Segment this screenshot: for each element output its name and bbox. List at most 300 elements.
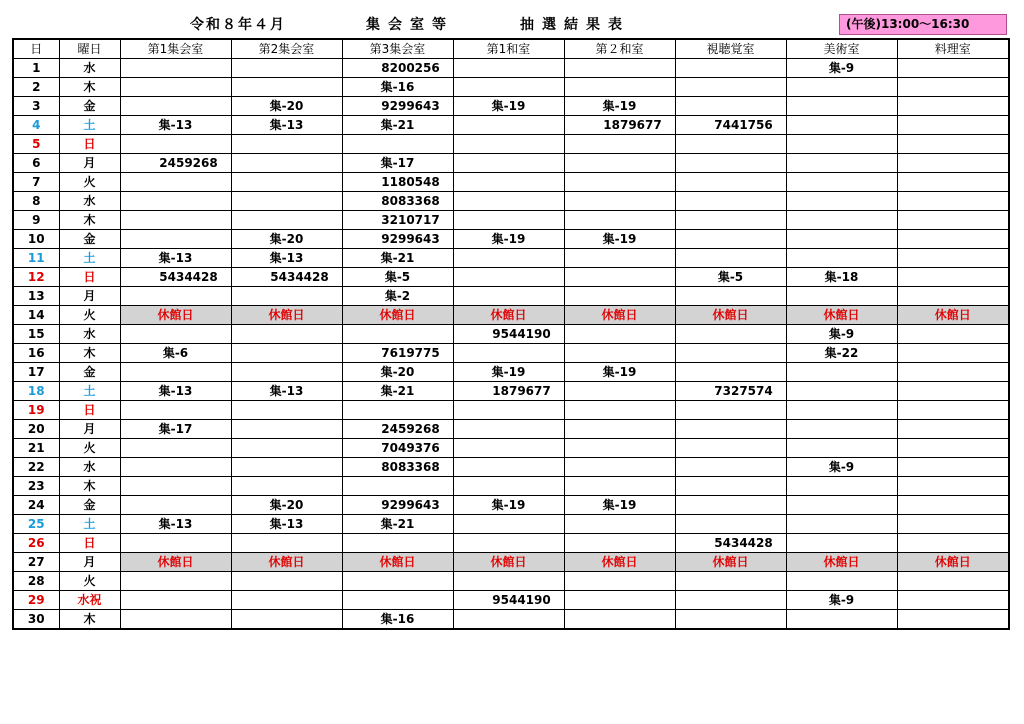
table-row (13, 78, 1009, 97)
weekday-cell: 日 (59, 135, 120, 154)
result-cell (786, 439, 897, 458)
weekday-cell: 火 (59, 439, 120, 458)
result-cell (897, 249, 1009, 268)
result-cell (231, 439, 342, 458)
result-cell (897, 458, 1009, 477)
result-cell (120, 97, 231, 116)
result-cell: 集-19 (453, 97, 564, 116)
result-cell (786, 211, 897, 230)
result-cell (897, 420, 1009, 439)
weekday-cell: 火 (59, 306, 120, 325)
result-cell (453, 59, 564, 78)
result-cell (897, 192, 1009, 211)
result-cell: 集-19 (564, 363, 675, 382)
result-cell: 2459268 (342, 420, 453, 439)
result-cell (564, 477, 675, 496)
day-cell: 27 (13, 553, 59, 572)
result-cell (453, 173, 564, 192)
result-cell: 5434428 (120, 268, 231, 287)
result-cell (342, 534, 453, 553)
result-cell (120, 325, 231, 344)
result-cell (453, 344, 564, 363)
table-row (13, 154, 1009, 173)
result-cell (675, 477, 786, 496)
result-cell (453, 610, 564, 630)
result-cell (564, 135, 675, 154)
day-cell: 8 (13, 192, 59, 211)
closed-cell: 休館日 (675, 306, 786, 325)
result-cell (231, 211, 342, 230)
result-cell: 9299643 (342, 496, 453, 515)
result-cell: 集-5 (675, 268, 786, 287)
result-cell: 1180548 (342, 173, 453, 192)
result-cell (786, 135, 897, 154)
day-cell: 29 (13, 591, 59, 610)
result-cell (564, 249, 675, 268)
result-cell: 7619775 (342, 344, 453, 363)
closed-cell: 休館日 (897, 306, 1009, 325)
result-cell (120, 173, 231, 192)
result-cell (231, 363, 342, 382)
title-result: 抽選結果表 (520, 17, 630, 33)
weekday-cell: 火 (59, 173, 120, 192)
result-cell: 3210717 (342, 211, 453, 230)
result-cell (675, 591, 786, 610)
closed-cell: 休館日 (342, 306, 453, 325)
result-cell (786, 249, 897, 268)
result-cell (342, 135, 453, 154)
closed-cell: 休館日 (120, 306, 231, 325)
result-cell (897, 439, 1009, 458)
weekday-cell: 金 (59, 363, 120, 382)
result-cell (897, 116, 1009, 135)
result-cell (897, 401, 1009, 420)
result-cell: 8083368 (342, 458, 453, 477)
result-cell: 集-9 (786, 59, 897, 78)
result-cell (453, 401, 564, 420)
result-cell (453, 287, 564, 306)
result-cell (564, 78, 675, 97)
weekday-cell: 水 (59, 325, 120, 344)
result-cell (453, 192, 564, 211)
result-cell (786, 401, 897, 420)
result-cell: 集-19 (453, 230, 564, 249)
result-cell (453, 249, 564, 268)
result-cell: 9299643 (342, 230, 453, 249)
result-cell (897, 325, 1009, 344)
result-cell (120, 458, 231, 477)
result-cell (231, 135, 342, 154)
result-cell (897, 496, 1009, 515)
result-cell: 集-19 (453, 363, 564, 382)
result-cell: 5434428 (231, 268, 342, 287)
table-row (13, 116, 1009, 135)
result-cell: 1879677 (453, 382, 564, 401)
result-cell (786, 78, 897, 97)
result-cell: 集-5 (342, 268, 453, 287)
result-cell (564, 287, 675, 306)
result-cell (120, 211, 231, 230)
result-cell (231, 477, 342, 496)
result-cell: 2459268 (120, 154, 231, 173)
table-row (13, 515, 1009, 534)
header-room2: 第2集会室 (231, 39, 342, 59)
day-cell: 21 (13, 439, 59, 458)
result-cell: 集-21 (342, 116, 453, 135)
result-cell (786, 173, 897, 192)
result-cell: 集-18 (786, 268, 897, 287)
result-cell (564, 382, 675, 401)
result-cell (675, 439, 786, 458)
weekday-cell: 土 (59, 382, 120, 401)
result-cell (231, 287, 342, 306)
result-cell (120, 534, 231, 553)
result-cell (564, 211, 675, 230)
day-cell: 15 (13, 325, 59, 344)
table-row (13, 382, 1009, 401)
day-cell: 16 (13, 344, 59, 363)
result-cell (675, 97, 786, 116)
result-cell: 7441756 (675, 116, 786, 135)
result-cell (231, 78, 342, 97)
table-row (13, 287, 1009, 306)
closed-cell: 休館日 (564, 306, 675, 325)
table-row (13, 534, 1009, 553)
result-cell (897, 515, 1009, 534)
table-row (13, 610, 1009, 630)
header-day: 日 (13, 39, 59, 59)
table-row (13, 458, 1009, 477)
result-cell (675, 249, 786, 268)
result-cell (786, 382, 897, 401)
result-cell: 集-20 (231, 230, 342, 249)
result-cell (453, 116, 564, 135)
closed-cell: 休館日 (786, 306, 897, 325)
result-cell (675, 458, 786, 477)
weekday-cell: 月 (59, 553, 120, 572)
result-cell (897, 591, 1009, 610)
day-cell: 24 (13, 496, 59, 515)
day-cell: 13 (13, 287, 59, 306)
result-cell (786, 496, 897, 515)
title-facility: 集会室等 (366, 17, 454, 33)
weekday-cell: 木 (59, 211, 120, 230)
time-badge: (午後)13:00～16:30 (839, 14, 1007, 35)
weekday-cell: 金 (59, 496, 120, 515)
table-row (13, 401, 1009, 420)
result-cell (675, 78, 786, 97)
result-cell (231, 401, 342, 420)
day-cell: 20 (13, 420, 59, 439)
closed-cell: 休館日 (786, 553, 897, 572)
result-cell: 集-13 (120, 116, 231, 135)
result-cell (564, 591, 675, 610)
result-cell: 集-13 (231, 515, 342, 534)
result-cell (786, 154, 897, 173)
result-cell: 7049376 (342, 439, 453, 458)
table-row (13, 553, 1009, 572)
result-cell (897, 211, 1009, 230)
day-cell: 17 (13, 363, 59, 382)
result-cell (675, 192, 786, 211)
result-cell (453, 477, 564, 496)
result-cell (786, 363, 897, 382)
result-cell (120, 439, 231, 458)
table-row (13, 192, 1009, 211)
result-cell (120, 496, 231, 515)
closed-cell: 休館日 (342, 553, 453, 572)
result-cell: 8083368 (342, 192, 453, 211)
closed-cell: 休館日 (231, 553, 342, 572)
result-cell: 集-21 (342, 515, 453, 534)
table-row (13, 325, 1009, 344)
table-row (13, 268, 1009, 287)
result-cell (897, 59, 1009, 78)
result-cell (675, 610, 786, 630)
result-cell (675, 59, 786, 78)
header-room1: 第1集会室 (120, 39, 231, 59)
result-cell (897, 78, 1009, 97)
result-cell (564, 344, 675, 363)
result-cell: 集-6 (120, 344, 231, 363)
closed-cell: 休館日 (453, 553, 564, 572)
result-cell (897, 534, 1009, 553)
result-cell (120, 572, 231, 591)
result-cell (120, 287, 231, 306)
result-cell (897, 382, 1009, 401)
result-cell: 集-2 (342, 287, 453, 306)
table-row (13, 173, 1009, 192)
result-cell (675, 515, 786, 534)
result-cell: 集-16 (342, 610, 453, 630)
result-cell (786, 610, 897, 630)
result-cell (564, 401, 675, 420)
result-cell (786, 515, 897, 534)
result-cell (897, 135, 1009, 154)
result-cell: 9544190 (453, 325, 564, 344)
header-washitsu2: 第２和室 (564, 39, 675, 59)
weekday-cell: 金 (59, 230, 120, 249)
lottery-result-table (12, 38, 1010, 630)
result-cell (231, 610, 342, 630)
result-cell: 集-13 (231, 249, 342, 268)
result-cell (564, 610, 675, 630)
result-cell: 集-19 (453, 496, 564, 515)
table-row (13, 420, 1009, 439)
weekday-cell: 土 (59, 249, 120, 268)
table-row (13, 97, 1009, 116)
result-cell (675, 211, 786, 230)
result-cell: 集-13 (231, 116, 342, 135)
result-cell (564, 59, 675, 78)
weekday-cell: 木 (59, 344, 120, 363)
result-cell: 9544190 (453, 591, 564, 610)
result-cell (786, 192, 897, 211)
weekday-cell: 金 (59, 97, 120, 116)
result-cell (675, 154, 786, 173)
result-cell: 集-9 (786, 325, 897, 344)
day-cell: 1 (13, 59, 59, 78)
result-cell: 集-19 (564, 97, 675, 116)
closed-cell: 休館日 (564, 553, 675, 572)
result-cell: 集-20 (231, 97, 342, 116)
day-cell: 7 (13, 173, 59, 192)
result-cell: 集-9 (786, 591, 897, 610)
result-cell (786, 287, 897, 306)
result-cell (786, 116, 897, 135)
result-cell (564, 173, 675, 192)
day-cell: 10 (13, 230, 59, 249)
result-cell (231, 420, 342, 439)
result-cell (231, 572, 342, 591)
result-cell (453, 420, 564, 439)
weekday-cell: 土 (59, 116, 120, 135)
header-row (13, 39, 1009, 59)
result-cell: 集-21 (342, 249, 453, 268)
result-cell (675, 135, 786, 154)
result-cell (120, 477, 231, 496)
result-cell: 1879677 (564, 116, 675, 135)
result-cell (786, 534, 897, 553)
day-cell: 12 (13, 268, 59, 287)
result-cell (120, 78, 231, 97)
weekday-cell: 日 (59, 268, 120, 287)
result-cell (786, 230, 897, 249)
weekday-cell: 木 (59, 610, 120, 630)
result-cell: 5434428 (675, 534, 786, 553)
weekday-cell: 木 (59, 78, 120, 97)
day-cell: 9 (13, 211, 59, 230)
result-cell (453, 268, 564, 287)
day-cell: 2 (13, 78, 59, 97)
result-cell (120, 591, 231, 610)
result-cell (120, 59, 231, 78)
day-cell: 18 (13, 382, 59, 401)
result-cell (453, 154, 564, 173)
result-cell (897, 230, 1009, 249)
result-cell (564, 515, 675, 534)
table-row (13, 306, 1009, 325)
result-cell: 集-17 (120, 420, 231, 439)
result-cell (564, 154, 675, 173)
table-row (13, 135, 1009, 154)
weekday-cell: 木 (59, 477, 120, 496)
result-cell (231, 344, 342, 363)
result-cell: 集-13 (120, 382, 231, 401)
result-cell: 集-22 (786, 344, 897, 363)
result-cell (897, 97, 1009, 116)
weekday-cell: 月 (59, 420, 120, 439)
result-cell (675, 287, 786, 306)
result-cell (675, 420, 786, 439)
weekday-cell: 水 (59, 192, 120, 211)
result-cell (897, 363, 1009, 382)
closed-cell: 休館日 (675, 553, 786, 572)
result-cell (897, 173, 1009, 192)
header-washitsu1: 第1和室 (453, 39, 564, 59)
result-cell (231, 59, 342, 78)
result-cell (342, 572, 453, 591)
weekday-cell: 日 (59, 534, 120, 553)
result-cell (231, 173, 342, 192)
day-cell: 28 (13, 572, 59, 591)
result-cell (564, 268, 675, 287)
day-cell: 11 (13, 249, 59, 268)
table-row (13, 59, 1009, 78)
weekday-cell: 水 (59, 458, 120, 477)
header-weekday: 曜日 (59, 39, 120, 59)
result-cell (897, 268, 1009, 287)
result-cell: 集-13 (120, 515, 231, 534)
result-cell (564, 192, 675, 211)
weekday-cell: 火 (59, 572, 120, 591)
result-cell: 集-19 (564, 496, 675, 515)
day-cell: 19 (13, 401, 59, 420)
table-row (13, 591, 1009, 610)
result-cell (897, 477, 1009, 496)
result-cell (897, 154, 1009, 173)
weekday-cell: 月 (59, 154, 120, 173)
result-cell (231, 192, 342, 211)
result-cell (342, 477, 453, 496)
result-cell (897, 287, 1009, 306)
result-cell (564, 458, 675, 477)
result-cell (564, 439, 675, 458)
result-cell (453, 572, 564, 591)
result-cell (564, 420, 675, 439)
weekday-cell: 水 (59, 59, 120, 78)
closed-cell: 休館日 (231, 306, 342, 325)
table-row (13, 344, 1009, 363)
result-cell (675, 325, 786, 344)
result-cell (120, 610, 231, 630)
table-row (13, 363, 1009, 382)
result-cell (231, 534, 342, 553)
result-cell (120, 230, 231, 249)
result-cell: 集-13 (231, 382, 342, 401)
result-cell (231, 591, 342, 610)
day-cell: 3 (13, 97, 59, 116)
result-cell (897, 610, 1009, 630)
result-cell: 集-21 (342, 382, 453, 401)
result-cell: 集-20 (231, 496, 342, 515)
header-cooking-room: 料理室 (897, 39, 1009, 59)
result-cell (897, 344, 1009, 363)
weekday-cell: 日 (59, 401, 120, 420)
day-cell: 4 (13, 116, 59, 135)
result-cell (564, 534, 675, 553)
day-cell: 25 (13, 515, 59, 534)
day-cell: 30 (13, 610, 59, 630)
result-cell (564, 572, 675, 591)
result-cell (231, 458, 342, 477)
result-cell (120, 401, 231, 420)
day-cell: 26 (13, 534, 59, 553)
header-art-room: 美術室 (786, 39, 897, 59)
result-cell (675, 572, 786, 591)
result-cell (675, 344, 786, 363)
result-cell (675, 173, 786, 192)
result-cell (675, 401, 786, 420)
table-row (13, 496, 1009, 515)
title-month: 令和８年４月 (190, 17, 286, 33)
table-row (13, 477, 1009, 496)
day-cell: 14 (13, 306, 59, 325)
result-cell (453, 534, 564, 553)
result-cell (453, 135, 564, 154)
result-cell (453, 439, 564, 458)
result-cell: 集-19 (564, 230, 675, 249)
